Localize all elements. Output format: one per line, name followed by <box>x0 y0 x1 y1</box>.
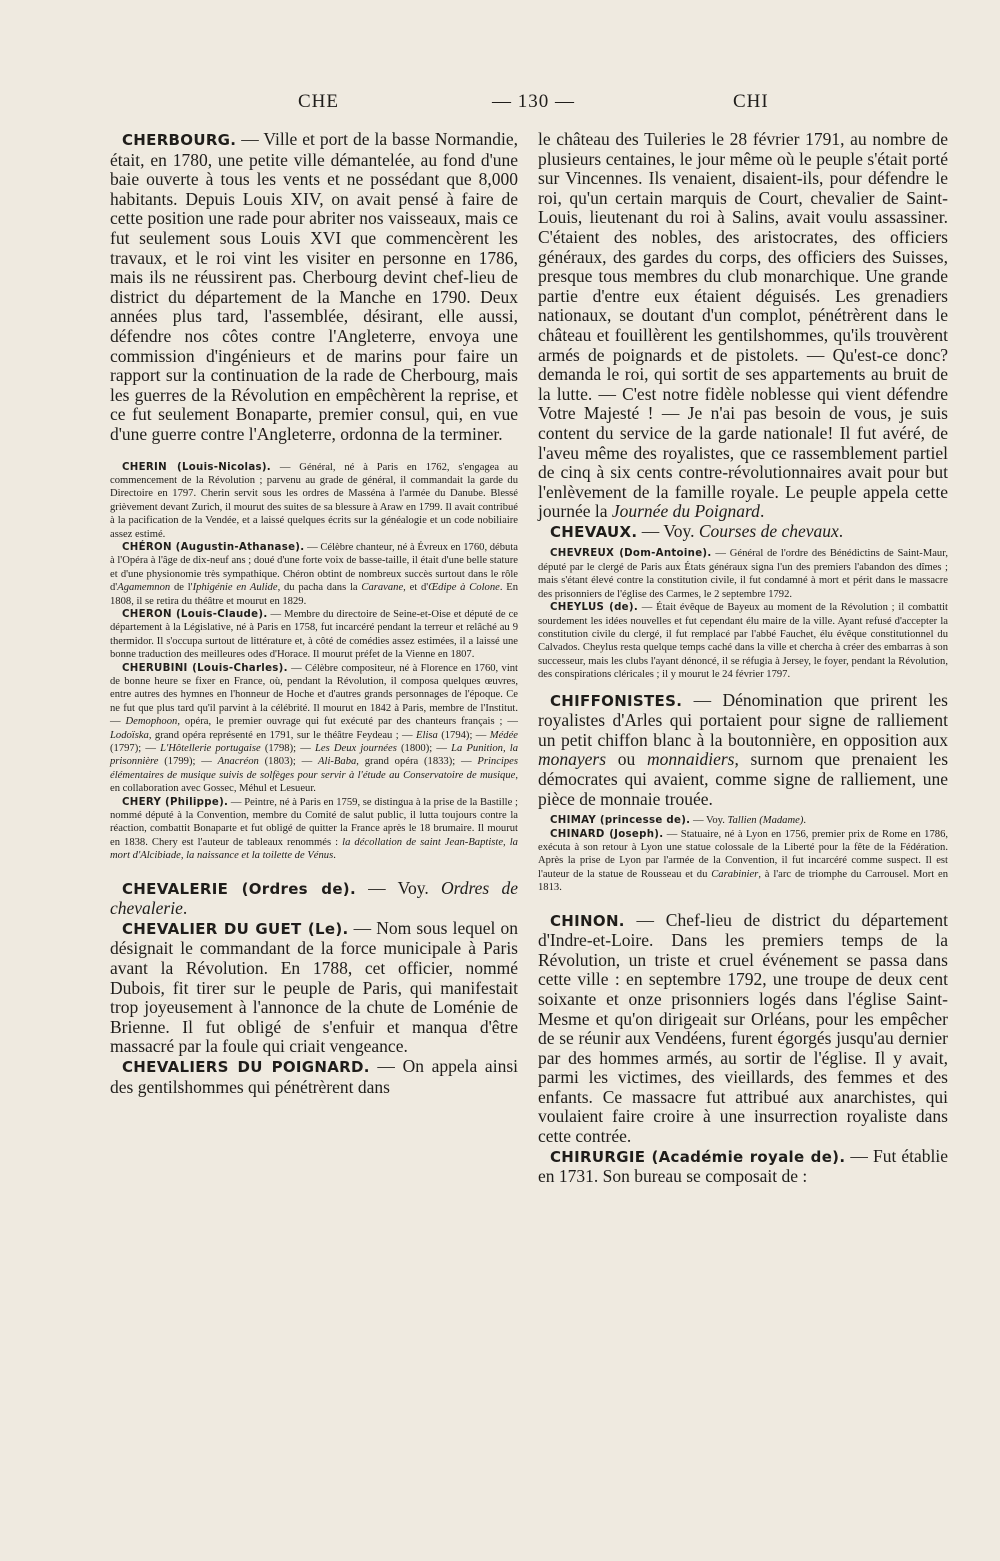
emphasis: monnaidiers <box>646 749 735 770</box>
work-title: Médée <box>489 729 518 741</box>
entry-text: — Voy. <box>355 877 441 898</box>
headword: CHINARD (Joseph). <box>550 828 664 840</box>
entry-text: — Dénomination que prirent les royalistes d'Arles qui portaient pour signe de ralliement un petit chiffon blanc à la boutonnière, en opposition aux <box>538 689 948 750</box>
entry-chinon <box>538 911 948 1147</box>
work-title: Carabinier <box>711 868 759 880</box>
left-column <box>110 130 518 1097</box>
entry-chevaliers-du-poignard <box>110 1057 518 1097</box>
entry-text: — Voy. <box>690 815 728 827</box>
entry-text: (1798); — <box>260 743 315 755</box>
work-title: Ali-Baba <box>318 756 357 768</box>
emphasis: Journée du Poignard <box>611 501 760 522</box>
headword: CHÉRON (Augustin-Athanase). <box>122 541 305 553</box>
entry-text: — On appela ainsi des gentilshommes qui pénétrèrent dans <box>110 1056 518 1097</box>
entry-cherbourg <box>110 130 518 445</box>
cross-reference: Ordres de chevalerie <box>110 877 518 919</box>
entry-text: , et d' <box>403 582 429 594</box>
entry-chevalier-du-guet <box>110 919 518 1057</box>
headword: CHERY (Philippe). <box>122 796 229 808</box>
work-title: Anacréon <box>217 756 259 768</box>
entry-text: . <box>803 815 807 827</box>
entry-text: (1803); — <box>258 756 319 768</box>
entry-continuation <box>538 130 948 522</box>
entry-text: — Membre du directoire de Seine-et-Oise et député de ce département à la Législative, né à Paris en 1758, fut incarcéré pendant la terreur et relâché au 9 thermidor. Il s'occupa surtout de littérature et, à côté de comédies assez estimées, il a laissé une bonne traduction des meilleures odes d'Horace. Il mourut préfet de la Vienne en 1807. <box>110 608 518 661</box>
entry-text: — Célèbre compositeur, né à Florence en 1760, vint de bonne heure se fixer en France, où, pendant la Révolution, il composa quelques œuvres, entre autres des hymnes en l'honneur de Hoche et d'autres grands personnages de l'époque. Ce ne fut que plus tard qu'il parvint à la célébrité. Il mourut en 1842 à Paris, membre de l'Institut. — <box>110 662 518 728</box>
entry-text: (1797); — <box>110 743 161 755</box>
entry-text: — Peintre, né à Paris en 1759, se distingua à la prise de la Bastille ; nommé député à la Convention, membre du Comité de salut public, il lutta toujours contre la réaction, combattit Bonaparte et fut obligé de quitter la France après le 18 brumaire. Il mourut en 1838. Chery est l'auteur de tableaux renommés : <box>110 796 518 848</box>
work-title: L'Hôtellerie portugaise <box>160 743 261 755</box>
cross-reference: Courses de chevaux <box>698 520 839 541</box>
work-title: Agamemnon <box>117 582 171 594</box>
work-title: la décollation de saint Jean-Baptiste, la mort d'Alcibiade, la naissance et la toilette de Vénus <box>110 836 518 862</box>
headword: CHEVAUX. <box>550 522 638 541</box>
work-title: Elisa <box>416 729 438 741</box>
entry-text: . <box>182 898 188 919</box>
headword: CHIMAY (princesse de). <box>550 815 691 827</box>
emphasis: monayers <box>538 749 607 770</box>
headword: CHIFFONISTES. <box>550 691 683 710</box>
headword: CHINON. <box>550 911 625 930</box>
entry-text: ou <box>606 749 647 770</box>
work-title: Iphigénie en Aulide <box>192 582 278 594</box>
entry-text: . <box>838 520 844 541</box>
entry-chevalerie <box>110 879 518 919</box>
entry-text: , à l'arc de triomphe du Carrousel. Mort en 1813. <box>538 868 948 894</box>
entry-text: , grand opéra (1833); — <box>356 756 478 768</box>
work-title: Œdipe à Colone <box>428 582 500 594</box>
entry-text: (1799); — <box>158 756 218 768</box>
page-header <box>0 91 1000 121</box>
entry-chirurgie <box>538 1147 948 1187</box>
right-column <box>538 130 948 1187</box>
entry-text: , opéra, le premier ouvrage qui fut exécuté par des chanteurs français ; — <box>177 716 518 728</box>
entry-chimay <box>538 814 948 827</box>
headword: CHEVALIERS DU POIGNARD. <box>122 1058 370 1077</box>
entry-cheylus <box>538 601 948 681</box>
entry-text: . <box>759 501 765 522</box>
entry-text: — Fut établie en 1731. Son bureau se composait de : <box>538 1145 949 1187</box>
work-title: Caravane <box>361 582 404 594</box>
entry-text: — Nom sous lequel on désignait le commandant de la force municipale à Paris avant la Révolution. En 1788, cet officier, nommé Dubois, fit tirer sur le peuple de Paris, qui manifestait trop joyeusement à l'annonce de la chute de Loménie de Brienne. Il fut obligé de s'enfuir et manqua d'être massacré par la foule qui criait vengeance. <box>110 917 518 1057</box>
headword: CHEVREUX (Dom-Antoine). <box>550 548 712 560</box>
entry-cheron-claude <box>110 608 518 662</box>
page-number: — 130 — <box>492 91 575 112</box>
entry-text: le château des Tuileries le 28 février 1791, au nombre de plusieurs centaines, le jour même où le peuple s'était porté sur Vincennes. Ils venaient, disaient-ils, pour défendre le roi, qu'un certain marquis de Court, chevalier de Saint-Louis, lieutenant du roi à Salins, avait voulu assassiner. C'étaient des nobles, des aristocrates, des officiers généraux, des gardes du corps, des officiers des Suisses, presque tous membres du club monarchique. Une grande partie d'entre eux étaient déguisés. Les grenadiers nationaux, se doutant d'un complot, pénétrèrent dans le château et fouillèrent les gentilshommes, qu'ils trouvèrent armés de poignards et de pistolets. — Qu'est-ce donc? demanda le roi, qui sortit de ses appartements au bruit de la lutte. — C'est notre fidèle noblesse qui vient défendre Votre Majesté ! — Je n'ai pas besoin de vous, je suis content du service de la garde nationale! Il fut avéré, de l'aveu même des royalistes, que ce rassemblement partiel de cinq à six cents contre-révolutionnaires avait pour but l'enlèvement de la famille royale. Le peuple appela cette journée la <box>538 129 948 522</box>
entry-text: . En 1808, il se retira du théâtre et mourut en 1829. <box>110 582 519 607</box>
entry-text: — Général de l'ordre des Bénédictins de Saint-Maur, député par le clergé de Paris aux États généraux signa l'un des premiers l'abandon des dîmes ; mais s'étant élevé contre la constitution civile, il fut condamné à mort et périt dans le massacre des prisonniers de l'église des Carmes, le 2 septembre 1792. <box>538 548 948 600</box>
entry-text: (1800); — <box>396 743 452 755</box>
entry-text: — Ville et port de la basse Normandie, était, en 1780, une petite ville démantelée, au fond d'une baie ouverte à tous les vents et ne possédant que 8,000 habitants. Depuis Louis XIV, on avait pensé à faire de cette position une rade pour abriter nos vaisseaux, mais ce fut seulement sous Louis XVI que commencèrent les travaux, et le roi vint les visiter en personne en 1786, mais ils ne réussirent pas. Cherbourg devint chef-lieu de district du département de la Manche en 1790. Deux années plus tard, l'assemblée, désirant, elle aussi, défendre nos côtes contre l'Angleterre, envoya une commission d'ingénieurs et de marins pour faire un rapport sur la continuation de la rade de Cherbourg, mais les guerres de la Révolution en empêchèrent la reprise, et ce fut seulement Bonaparte, premier consul, qui, en vue d'une guerre contre l'Angleterre, ordonna de la terminer. <box>110 129 518 444</box>
headword: CHERBOURG. <box>122 131 237 149</box>
headword: CHIRURGIE (Académie royale de). <box>550 1147 846 1166</box>
entry-text: de l' <box>170 582 193 594</box>
entry-chevreux <box>538 547 948 601</box>
entry-chevaux <box>538 522 948 543</box>
running-head-right: CHI <box>733 91 769 112</box>
headword: CHERON (Louis-Claude). <box>122 608 268 620</box>
headword: CHEVALERIE (Ordres de). <box>122 879 356 898</box>
headword: CHERIN (Louis-Nicolas). <box>122 461 271 473</box>
entry-chinard <box>538 828 948 895</box>
cross-reference: Tallien (Madame) <box>727 815 804 827</box>
work-title: Demophoon <box>125 716 178 728</box>
entry-cherin <box>110 461 518 541</box>
entry-text: — Voy. <box>637 520 699 541</box>
entry-chery <box>110 796 518 863</box>
entry-text: , du pacha dans la <box>277 582 362 594</box>
work-title: La Punition, la prisonnière <box>110 743 518 768</box>
entry-text: — Célèbre chanteur, né à Évreux en 1760, débuta à l'Opéra à l'âge de dix-neuf ans ; doué d'une forte voix de basse-taille, il était d'une belle stature et d'une physionomie très sympathique. Chéron obtint de nombreux succès surtout dans le rôle d' <box>110 541 518 594</box>
entry-text: — Chef-lieu de district du département d'Indre-et-Loire. Dans les premiers temps de la Révolution, un triste et cruel événement se passa dans cette ville : en septembre 1792, une troupe de deux cent soixante et onze prisonniers logés dans l'église Saint-Mesme et qu'on dirigeait sur Orléans, pour les empêcher de se réunir aux Vendéens, furent égorgés jusqu'au dernier par des hommes armés, au sortir de l'église. Il y avait, parmi les victimes, des vieillards, des femmes et des enfants. Ce massacre fut attribué aux anarchistes, qui voulaient faire croire à une insurrection royaliste dans cette contrée. <box>538 909 948 1147</box>
entry-text: — Était évêque de Bayeux au moment de la Révolution ; il combattit sourdement les idées nouvelles et fut cependant élu maire de la ville. Ayant refusé d'accepter la constitution civile du clergé, il fut remplacé par l'abbé Fauchet, élu évêque constitutionnel du Calvados. Cheylus resta quelque temps caché dans la ville et chercha à créer des embarras à son successeur, mais les clubs l'ayant dénoncé, il se réfugia à Jersey, le foyer, pendant la Révolution, des conspirations cléricales ; il y mourut le 24 février 1797. <box>538 602 948 681</box>
entry-text: , surnom que prenaient les démocrates qui avaient, comme signe de ralliement, une pièce de monnaie trouée. <box>538 749 948 809</box>
headword: CHEYLUS (de). <box>550 602 639 614</box>
entry-text: — Général, né à Paris en 1762, s'engagea au commencement de la Révolution ; parvenu au grade de général, il commandait la garde du Directoire en 1797. Cherin servit sous les ordres de Masséna à l'armée du Danube. Blessé grièvement devant Zurich, il mourut des suites de sa blessure à Araw en 1799. Il avait contribué à la pacification de la Vendée, et a laissé quelques écrits sur la généalogie et un code nobiliaire assez estimé. <box>110 461 518 540</box>
entry-cherubini <box>110 662 518 796</box>
work-title: Principes élémentaires de musique suivis de solfèges pour servir à l'étude au Conservatoire de musique <box>110 756 518 781</box>
running-head-left: CHE <box>298 91 339 112</box>
entry-chiffonistes <box>538 691 948 810</box>
entry-text: — Statuaire, né à Lyon en 1756, premier prix de Rome en 1786, exécuta à son retour à Lyon une statue colossale de la Liberté pour la fête de la Fédération. Après la prise de Lyon par l'armée de la Convention, il fut incarcéré comme suspect. Il est l'auteur de la statue de Rousseau et du <box>538 828 949 880</box>
entry-text: , en collaboration avec Gossec, Méhul et Lesueur. <box>110 769 518 795</box>
entry-text: (1794); — <box>437 729 490 741</box>
entry-text: . <box>333 850 336 862</box>
entry-text: , grand opéra représenté en 1791, sur le théâtre Feydeau ; — <box>148 729 417 741</box>
headword: CHERUBINI (Louis-Charles). <box>122 662 288 674</box>
work-title: Les Deux journées <box>314 743 397 755</box>
work-title: Lodoïska <box>110 729 149 741</box>
entry-cheron-augustin <box>110 541 518 608</box>
headword: CHEVALIER DU GUET (Le). <box>122 919 349 938</box>
